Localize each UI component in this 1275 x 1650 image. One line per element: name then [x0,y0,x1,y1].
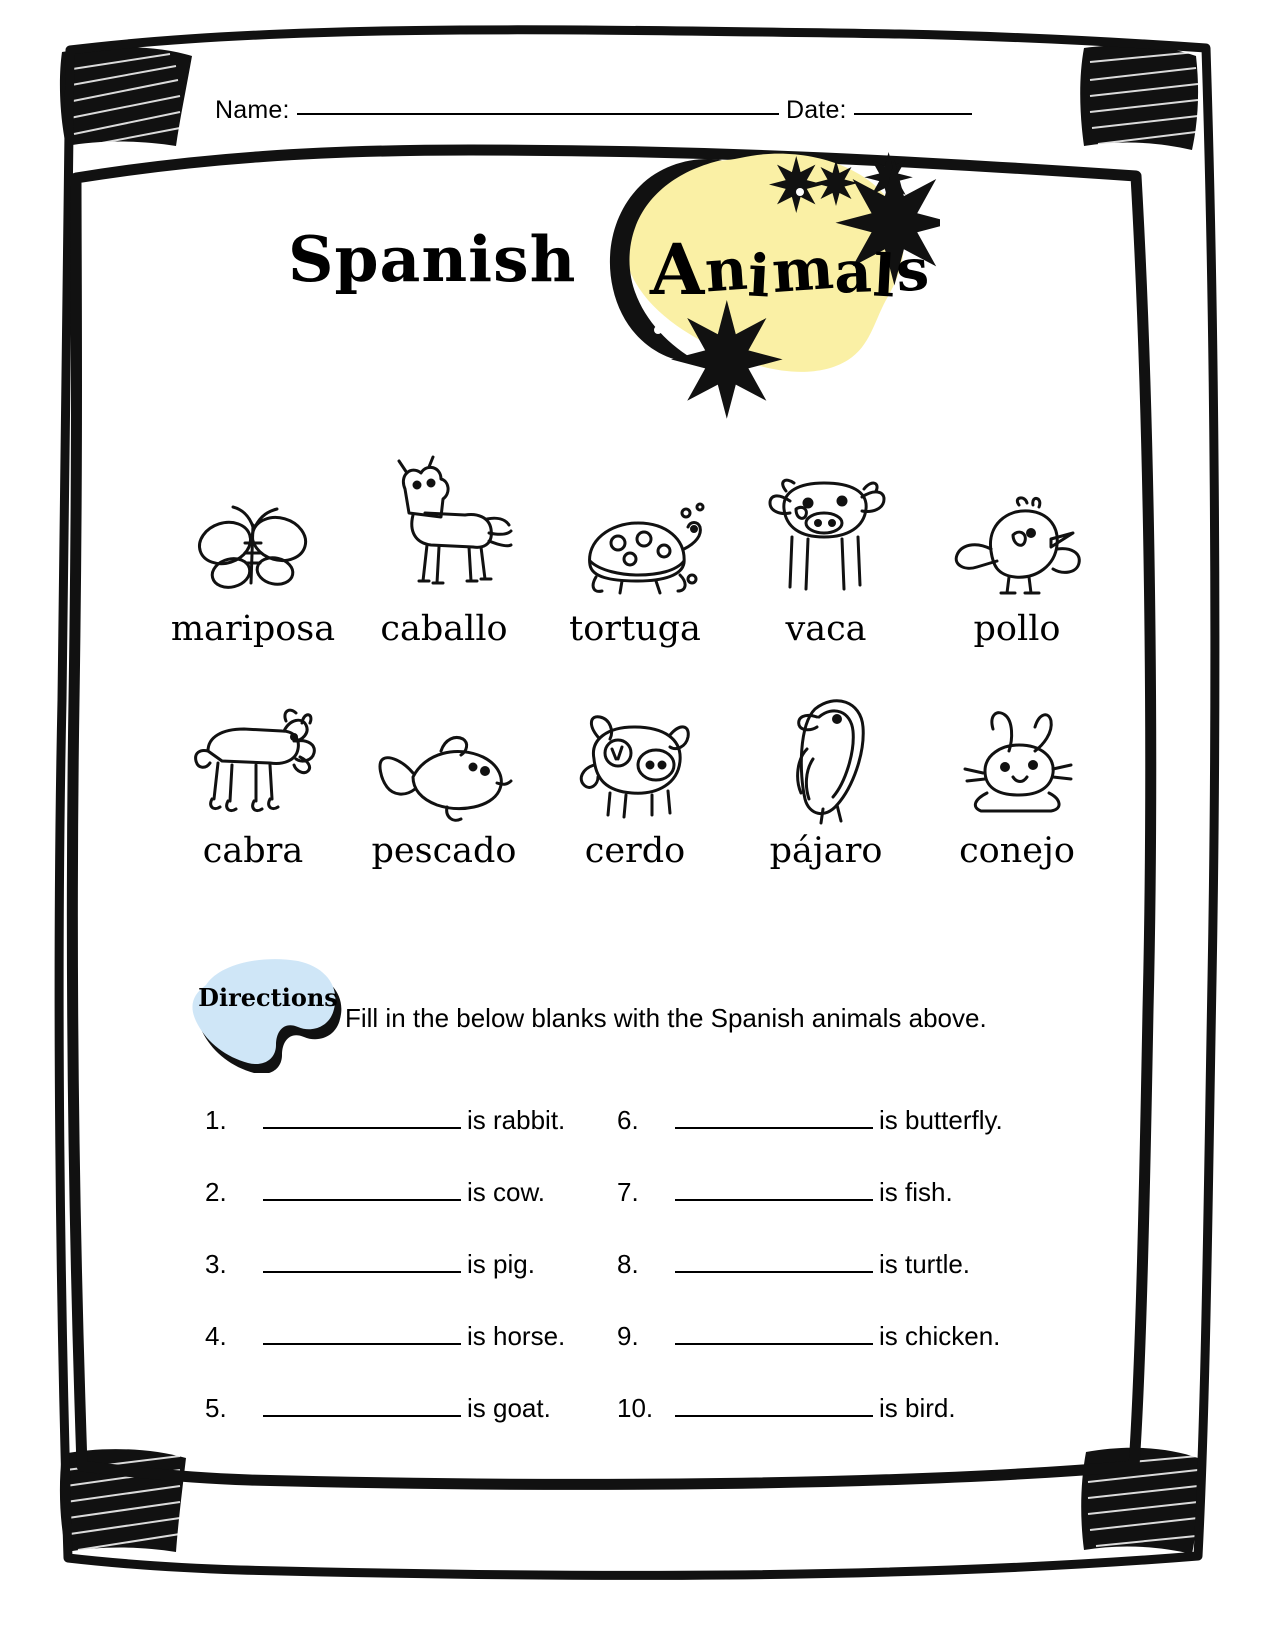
answer-blank[interactable] [263,1126,461,1129]
question-text: is fish. [879,1177,953,1207]
answer-blank[interactable] [675,1126,873,1129]
pig-icon [542,677,728,827]
cow-icon [733,455,919,605]
question-row [205,1393,1075,1465]
vocabulary-grid [160,455,1110,899]
question-number: 3. [205,1249,227,1279]
fish-icon [351,677,537,827]
vocab-word: pescado [371,831,517,871]
rabbit-icon [924,677,1110,827]
question-text: is goat. [467,1393,551,1423]
question-item-2 [205,1177,617,1208]
directions-blob-decoration [180,955,350,1073]
butterfly-icon [160,455,346,605]
question-number: 6. [617,1105,639,1135]
question-row [205,1321,1075,1393]
question-row [205,1105,1075,1177]
title-word-animals: Animals [650,228,932,311]
bird-icon [733,677,919,827]
name-label: Name: [215,96,290,124]
question-number: 10. [617,1393,654,1423]
vocab-item-vaca [733,455,919,649]
question-item-4 [205,1321,617,1352]
question-item-9 [617,1321,1000,1352]
vocab-item-cerdo [542,677,728,871]
question-number: 1. [205,1105,227,1135]
vocab-word: vaca [785,609,867,649]
directions-label: Directions [198,983,338,1012]
title-word-spanish: Spanish [288,222,577,296]
vocab-item-tortuga [542,455,728,649]
question-text: is horse. [467,1321,566,1351]
vocab-word: pájaro [769,831,883,871]
directions-text: Fill in the below blanks with the Spanish animals above. [345,1003,987,1033]
answer-blank[interactable] [675,1198,873,1201]
vocab-word: cabra [202,831,304,871]
vocab-word: conejo [959,831,1075,871]
vocabulary-row [160,677,1110,871]
vocab-item-caballo [351,455,537,649]
vocabulary-row [160,455,1110,649]
vocab-item-conejo [924,677,1110,871]
question-text: is butterfly. [879,1105,1003,1135]
answer-blank[interactable] [263,1342,461,1345]
question-row [205,1177,1075,1249]
question-number: 5. [205,1393,227,1423]
answer-blank[interactable] [675,1342,873,1345]
question-text: is cow. [467,1177,546,1207]
question-number: 4. [205,1321,227,1351]
vocab-item-pescado [351,677,537,871]
answer-blank[interactable] [675,1414,873,1417]
question-item-7 [617,1177,953,1208]
name-input-line[interactable] [297,112,779,115]
horse-icon [351,455,537,605]
date-label: Date: [785,96,847,124]
vocab-item-cabra [160,677,346,871]
question-text: is bird. [879,1393,956,1423]
question-text: is pig. [467,1249,535,1279]
name-date-row [215,96,1015,125]
question-text: is chicken. [879,1321,1001,1351]
question-number: 9. [617,1321,639,1351]
vocab-item-pajaro [733,677,919,871]
question-item-1 [205,1105,617,1136]
date-input-line[interactable] [854,112,972,115]
vocab-word: cerdo [584,831,686,871]
vocab-item-pollo [924,455,1110,649]
question-row [205,1249,1075,1321]
question-item-8 [617,1249,970,1280]
question-item-6 [617,1105,1003,1136]
question-text: is turtle. [879,1249,971,1279]
vocab-word: pollo [973,609,1061,649]
answer-blank[interactable] [263,1270,461,1273]
directions-block [180,955,1100,1075]
question-item-10 [617,1393,956,1424]
vocab-word: tortuga [569,609,701,649]
answer-blank[interactable] [675,1270,873,1273]
vocab-word: caballo [380,609,508,649]
turtle-icon [542,455,728,605]
question-item-5 [205,1393,617,1424]
question-number: 8. [617,1249,639,1279]
goat-icon [160,677,346,827]
questions-list [205,1105,1075,1465]
question-number: 2. [205,1177,227,1207]
answer-blank[interactable] [263,1414,461,1417]
title-block [270,150,1030,450]
chicken-icon [924,455,1110,605]
answer-blank[interactable] [263,1198,461,1201]
question-item-3 [205,1249,617,1280]
vocab-item-mariposa [160,455,346,649]
question-text: is rabbit. [467,1105,566,1135]
vocab-word: mariposa [170,609,336,649]
question-number: 7. [617,1177,639,1207]
